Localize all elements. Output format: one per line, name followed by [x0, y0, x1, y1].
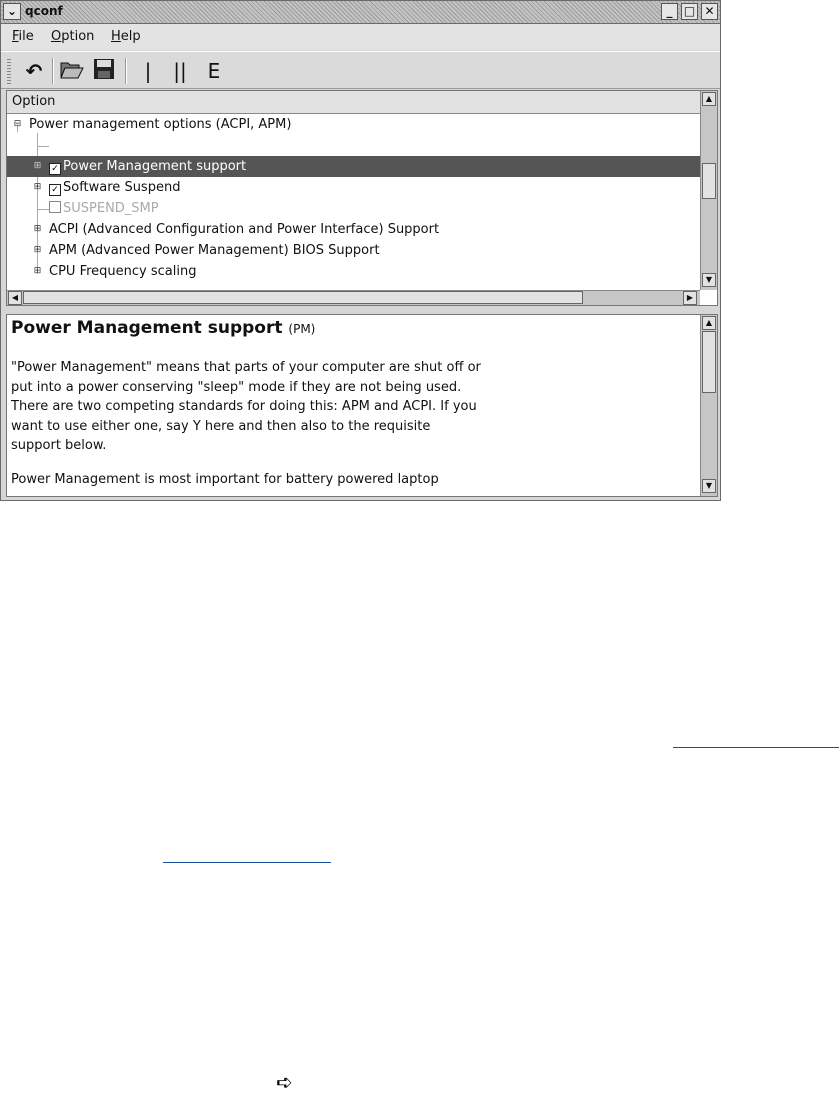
- scroll-right-arrow-icon[interactable]: ▶: [683, 291, 697, 305]
- checkbox-icon[interactable]: ✓: [49, 163, 61, 175]
- save-disk-icon-graphic: [93, 58, 115, 80]
- tree-row-suspend-smp[interactable]: [7, 198, 700, 219]
- option-tree[interactable]: [6, 90, 718, 306]
- tree-row-label: SUSPEND_SMP: [63, 201, 159, 216]
- expand-icon[interactable]: ⊞: [33, 161, 42, 171]
- help-title-text: Power Management support: [11, 318, 283, 338]
- help-paragraph: "Power Management" means that parts of your computer are shut off or put into a power conserving "sleep" mode if they are not being used. There are two competing standards for doing this: APM and ACPI. If you want to use either one, say Y here and then also to the requisite support below.: [11, 360, 481, 453]
- tree-row-power-management-options[interactable]: [7, 114, 700, 135]
- window-menu-icon[interactable]: ⌄: [3, 3, 21, 20]
- menu-file-mnemonic: F: [12, 29, 19, 44]
- scroll-thumb[interactable]: [702, 163, 716, 199]
- undo-icon[interactable]: ↶: [25, 59, 43, 83]
- tree-row-label: APM (Advanced Power Management) BIOS Support: [49, 243, 380, 258]
- minimize-button[interactable]: _: [661, 3, 678, 20]
- tree-row-apm-bios-support[interactable]: [7, 240, 700, 261]
- help-symbol: (PM): [288, 322, 316, 336]
- menu-help-mnemonic: H: [111, 29, 121, 44]
- column-header-option[interactable]: Option: [7, 91, 700, 114]
- collapse-icon[interactable]: ⊟: [13, 119, 22, 129]
- scroll-up-arrow-icon[interactable]: ▲: [702, 316, 716, 330]
- scroll-up-arrow-icon[interactable]: ▲: [702, 92, 716, 106]
- title-bar[interactable]: [1, 1, 720, 24]
- tree-row-label: Power Management support: [63, 159, 247, 174]
- tree-horizontal-scrollbar[interactable]: [7, 290, 700, 305]
- tree-row-empty: [7, 135, 700, 156]
- help-vertical-scrollbar[interactable]: [700, 315, 717, 496]
- window-title: qconf: [25, 4, 63, 18]
- scroll-down-arrow-icon[interactable]: ▼: [702, 273, 716, 287]
- maximize-button[interactable]: □: [681, 3, 698, 20]
- tree-row-cpu-frequency-scaling[interactable]: [7, 261, 700, 282]
- open-folder-icon-graphic: [60, 58, 84, 80]
- tree-row-label: ACPI (Advanced Configuration and Power Interface) Support: [49, 222, 440, 237]
- save-disk-icon[interactable]: [91, 58, 117, 84]
- single-view-icon[interactable]: |: [144, 59, 152, 83]
- toolbar-separator: [52, 58, 54, 84]
- tree-vertical-scrollbar[interactable]: [700, 91, 717, 290]
- expand-icon[interactable]: ⊞: [33, 245, 42, 255]
- menu-file-label: ile: [18, 29, 34, 44]
- toolbar: [1, 51, 720, 89]
- menu-option[interactable]: [51, 29, 94, 44]
- split-view-icon[interactable]: ||: [173, 59, 187, 83]
- checkbox-icon[interactable]: [49, 201, 61, 213]
- help-paragraph: Power Management is most important for battery powered laptop: [11, 472, 439, 487]
- menu-help-label: elp: [120, 29, 141, 44]
- tree-row-software-suspend[interactable]: [7, 177, 700, 198]
- expand-icon[interactable]: ⊞: [33, 266, 42, 276]
- tree-row-acpi-support[interactable]: [7, 219, 700, 240]
- menu-option-label: ption: [61, 29, 95, 44]
- horizontal-scroll-thumb[interactable]: [23, 291, 583, 304]
- menu-option-mnemonic: O: [51, 29, 62, 44]
- toolbar-separator: [125, 58, 127, 84]
- expand-icon[interactable]: ⊞: [33, 182, 42, 192]
- expand-icon[interactable]: ⊞: [33, 224, 42, 234]
- scroll-thumb[interactable]: [702, 331, 716, 393]
- scroll-down-arrow-icon[interactable]: ▼: [702, 479, 716, 493]
- link-underline[interactable]: [673, 747, 839, 748]
- qconf-window: [0, 0, 721, 501]
- tree-row-label: CPU Frequency scaling: [49, 264, 197, 279]
- menu-bar: [1, 24, 720, 50]
- help-panel: [6, 314, 718, 497]
- help-title: [11, 318, 315, 338]
- menu-help[interactable]: [111, 29, 141, 44]
- tree-row-power-management-support[interactable]: [7, 156, 700, 177]
- scroll-left-arrow-icon[interactable]: ◀: [8, 291, 22, 305]
- menu-file[interactable]: [12, 29, 34, 44]
- open-folder-icon[interactable]: [59, 58, 85, 84]
- next-arrow-icon[interactable]: ➪: [276, 1070, 293, 1094]
- close-button[interactable]: ✕: [701, 3, 718, 20]
- tree-row-label: Software Suspend: [63, 180, 181, 195]
- tree-row-label: Power management options (ACPI, APM): [29, 117, 292, 132]
- pane-splitter[interactable]: [6, 307, 718, 313]
- link-underline[interactable]: [163, 862, 331, 863]
- toolbar-grip[interactable]: [7, 58, 11, 84]
- checkbox-icon[interactable]: ✓: [49, 184, 61, 196]
- full-view-icon[interactable]: E: [207, 59, 221, 83]
